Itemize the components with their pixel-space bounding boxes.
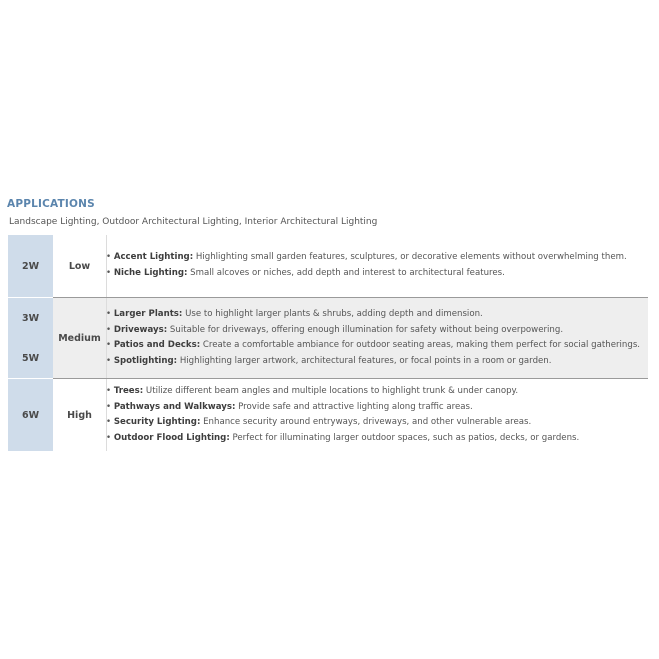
item-text: Enhance security around entryways, driveways, and other vulnerable areas. bbox=[200, 417, 532, 428]
level-label: Medium bbox=[53, 298, 107, 378]
list-item: • Driveways: Suitable for driveways, offering enough illumination for safety without being overpowering. bbox=[106, 324, 564, 335]
row-divider bbox=[53, 297, 648, 298]
item-term: Larger Plants: bbox=[113, 309, 183, 319]
list-item: • Pathways and Walkways: Provide safe and attractive lighting along traffic areas. bbox=[106, 401, 473, 412]
item-text: Create a comfortable ambiance for outdoor seating areas, making them perfect for social gatherings. bbox=[200, 340, 641, 351]
item-term: Outdoor Flood Lighting: bbox=[113, 432, 230, 443]
list-item: • Niche Lighting: Small alcoves or niches, add depth and interest to architectural features. bbox=[106, 267, 505, 278]
item-text: Perfect for illuminating larger outdoor spaces, such as patios, decks, or gardens. bbox=[229, 432, 580, 443]
item-term: Driveways: bbox=[113, 324, 168, 335]
list-item: • Trees: Utilize different beam angles and multiple locations to highlight trunk & under canopy. bbox=[106, 386, 519, 396]
list-item: • Patios and Decks: Create a comfortable ambiance for outdoor seating areas, making them perfect for social gatherings. bbox=[106, 340, 641, 351]
description-list-high bbox=[106, 384, 646, 446]
item-term: Spotlighting: bbox=[113, 355, 178, 366]
description-list-medium bbox=[106, 307, 646, 369]
item-text: Utilize different beam angles and multiple locations to highlight trunk & under canopy. bbox=[143, 386, 519, 396]
level-label: High bbox=[53, 379, 107, 451]
list-item: • Outdoor Flood Lighting: Perfect for illuminating larger outdoor spaces, such as patios, decks, or gardens. bbox=[106, 432, 580, 443]
item-term: Pathways and Walkways: bbox=[113, 401, 236, 412]
level-label: Low bbox=[53, 235, 107, 297]
list-item: • Security Lighting: Enhance security around entryways, driveways, and other vulnerable areas. bbox=[106, 417, 532, 428]
applications-subtitle: Landscape Lighting, Outdoor Architectural Lighting, Interior Architectural Lighting bbox=[9, 217, 378, 227]
watt-label: 2W bbox=[21, 260, 40, 272]
watt-label: 6W bbox=[21, 409, 40, 421]
item-text: Provide safe and attractive lighting along traffic areas. bbox=[235, 401, 473, 412]
item-text: Use to highlight larger plants & shrubs, adding depth and dimension. bbox=[182, 309, 483, 319]
list-item: • Accent Lighting: Highlighting small garden features, sculptures, or decorative elements without overwhelming them. bbox=[106, 252, 627, 262]
item-term: Security Lighting: bbox=[113, 417, 201, 428]
list-item: • Larger Plants: Use to highlight larger plants & shrubs, adding depth and dimension. bbox=[106, 309, 483, 319]
description-list-low bbox=[106, 250, 646, 281]
list-item: • Spotlighting: Highlighting larger artwork, architectural features, or focal points in a room or garden. bbox=[106, 355, 552, 366]
applications-heading: APPLICATIONS bbox=[7, 198, 95, 210]
item-text: Highlighting small garden features, sculptures, or decorative elements without overwhelming them. bbox=[193, 252, 627, 262]
item-term: Trees: bbox=[113, 386, 144, 396]
item-term: Accent Lighting: bbox=[113, 252, 194, 262]
item-term: Niche Lighting: bbox=[113, 267, 188, 278]
watt-label: 5W bbox=[21, 352, 40, 364]
item-term: Patios and Decks: bbox=[113, 340, 201, 351]
row-divider bbox=[53, 378, 648, 379]
item-text: Suitable for driveways, offering enough illumination for safety without being overpowering. bbox=[167, 324, 564, 335]
item-text: Small alcoves or niches, add depth and interest to architectural features. bbox=[187, 267, 505, 278]
watt-label: 3W bbox=[21, 312, 40, 324]
item-text: Highlighting larger artwork, architectural features, or focal points in a room or garden. bbox=[177, 355, 552, 366]
